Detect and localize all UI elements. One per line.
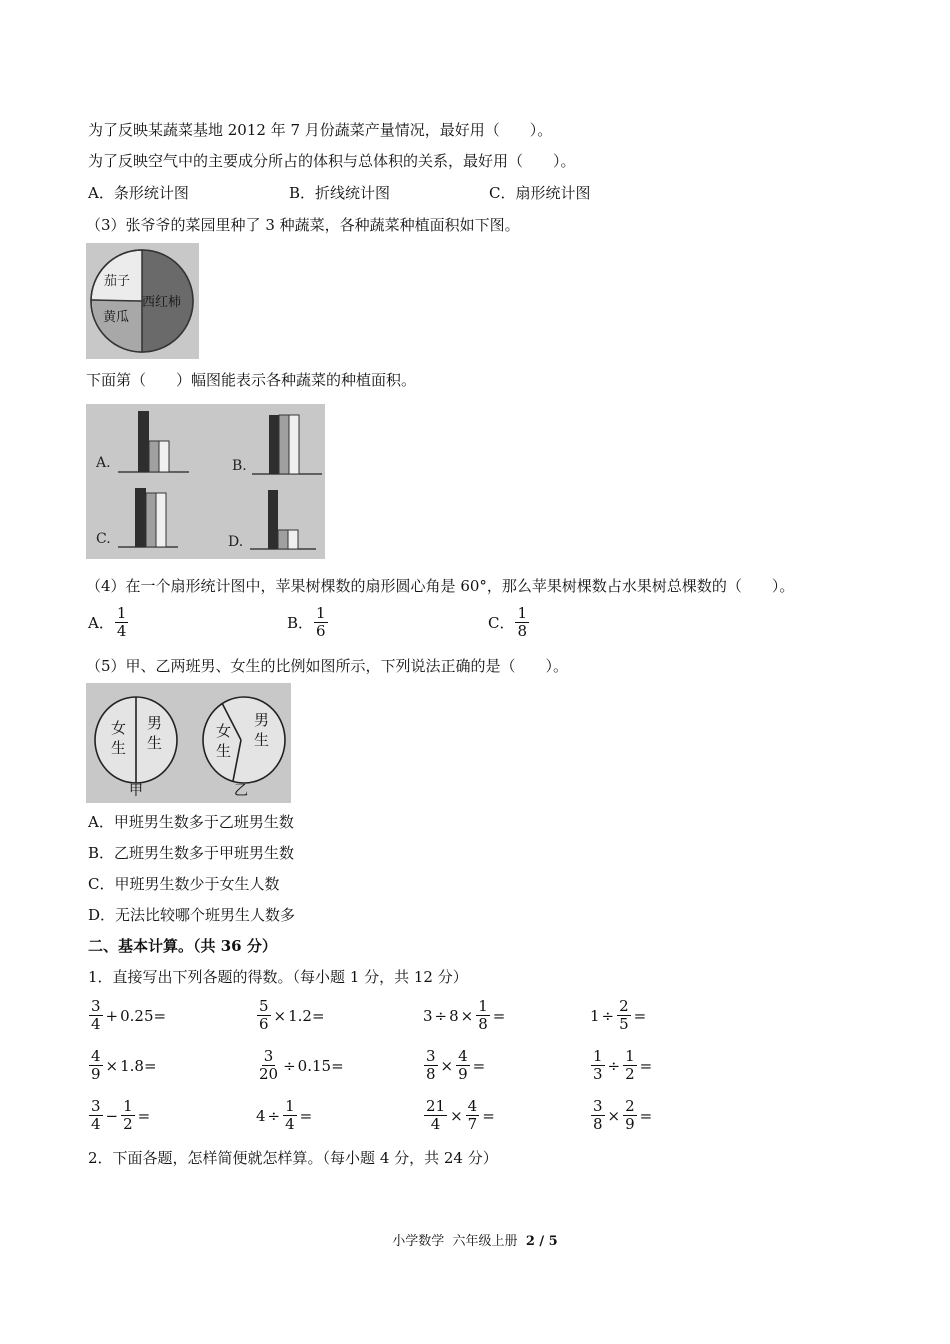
q2-option-b: B．折线统计图 bbox=[289, 184, 391, 202]
q2-option-c: C．扇形统计图 bbox=[489, 184, 591, 202]
fraction: $\frac{3}{4}$ bbox=[91, 997, 101, 1033]
calc-expr-5: $\frac{4}{9}$ × 1.8= bbox=[91, 1047, 157, 1083]
fraction: $\frac{4}{7}$ bbox=[467, 1097, 478, 1133]
yi-girl-char1: 女 bbox=[216, 722, 232, 740]
calc-expr-10: 4 ÷ $\frac{1}{4}$ = bbox=[256, 1097, 313, 1133]
q3-follow: 下面第（ ）幅图能表示各种蔬菜的种植面积。 bbox=[86, 371, 417, 389]
fraction: $\frac{3}{4}$ bbox=[91, 1097, 101, 1133]
fraction: $\frac{5}{6}$ bbox=[259, 997, 269, 1033]
fraction: $\frac{3}{8}$ bbox=[593, 1097, 603, 1133]
bar-option-d-label: D. bbox=[228, 534, 244, 550]
section2-q2: 2．下面各题，怎样简便就怎样算。（每小题 4 分，共 24 分） bbox=[88, 1149, 498, 1167]
fraction: $\frac{1}{3}$ bbox=[593, 1047, 603, 1083]
q2-line1: 为了反映某蔬菜基地 2012 年 7 月份蔬菜产量情况，最好用（ ）。 bbox=[88, 121, 553, 139]
section2-title: 二、基本计算。（共 36 分） bbox=[88, 937, 277, 955]
q4-option-b-letter: B． bbox=[287, 613, 314, 632]
yi-boy-char1: 男 bbox=[254, 711, 270, 729]
fraction: $\frac{1}{2}$ bbox=[625, 1047, 635, 1083]
fraction: $\frac{1}{4}$ bbox=[285, 1097, 295, 1133]
bar-option-c-label: C. bbox=[96, 531, 111, 547]
q4-option-c bbox=[488, 605, 530, 640]
fraction: $\frac{21}{4}$ bbox=[426, 1097, 446, 1133]
bar-option-b-label: B. bbox=[232, 458, 247, 474]
q5-option-a: A．甲班男生数多于乙班男生数 bbox=[88, 813, 294, 831]
jia-class-name: 甲 bbox=[129, 783, 143, 799]
fraction: $\frac{1}{4}$ bbox=[116, 604, 127, 640]
calc-expr-12: $\frac{3}{8}$ × $\frac{2}{9}$ = bbox=[593, 1097, 653, 1133]
yi-class-name: 乙 bbox=[234, 783, 248, 799]
calc-expr-7: $\frac{3}{8}$ × $\frac{4}{9}$ = bbox=[426, 1047, 486, 1083]
fraction: $\frac{4}{9}$ bbox=[458, 1047, 468, 1083]
calc-expr-4: 1 ÷ $\frac{2}{5}$ = bbox=[590, 997, 647, 1033]
fraction: $\frac{1}{8}$ bbox=[478, 997, 488, 1033]
fraction: $\frac{3}{8}$ bbox=[426, 1047, 436, 1083]
page-footer bbox=[0, 1230, 950, 1249]
fraction: $\frac{1}{6}$ bbox=[316, 604, 326, 640]
q3-stem: （3）张爷爷的菜园里种了 3 种蔬菜，各种蔬菜种植面积如下图。 bbox=[86, 216, 520, 234]
q4-option-a-letter: A． bbox=[88, 613, 114, 632]
yi-girl-char2: 生 bbox=[216, 742, 232, 760]
q5-option-d: D．无法比较哪个班男生人数多 bbox=[88, 906, 296, 924]
pie-label-eggplant: 茄子 bbox=[104, 274, 131, 289]
jia-boy-char2: 生 bbox=[147, 734, 163, 752]
fraction: $\frac{1}{8}$ bbox=[517, 604, 528, 640]
jia-girl-char2: 生 bbox=[111, 739, 127, 757]
q5-stem: （5）甲、乙两班男、女生的比例如图所示，下列说法正确的是（ ）。 bbox=[86, 657, 569, 675]
class-ratio-pies bbox=[86, 683, 291, 803]
page-number: 2 / 5 bbox=[525, 1234, 558, 1249]
fraction: $\frac{1}{2}$ bbox=[123, 1097, 133, 1133]
calc-expr-1: $\frac{3}{4}$ + 0.25= bbox=[91, 997, 167, 1033]
vegetable-pie-figure bbox=[86, 243, 199, 359]
q5-option-c: C．甲班男生数少于女生人数 bbox=[88, 875, 280, 893]
calc-expr-8: $\frac{1}{3}$ ÷ $\frac{1}{2}$ = bbox=[593, 1047, 653, 1083]
fraction: $\frac{3}{20}$ bbox=[259, 1047, 279, 1083]
calc-expr-3: 3 ÷ 8 × $\frac{1}{8}$ = bbox=[423, 997, 506, 1033]
bar-options-figure bbox=[86, 404, 325, 559]
vegetable-pie-chart bbox=[86, 243, 199, 359]
section2-q1: 1．直接写出下列各题的得数。（每小题 1 分，共 12 分） bbox=[88, 968, 468, 986]
footer-subject: 小学数学 六年级上册 bbox=[392, 1234, 526, 1249]
q4-option-c-letter: C． bbox=[488, 613, 515, 632]
bar-option-a-label: A. bbox=[96, 455, 111, 471]
yi-boy-char2: 生 bbox=[254, 731, 270, 749]
q2-option-a: A．条形统计图 bbox=[88, 184, 189, 202]
fraction: $\frac{2}{9}$ bbox=[625, 1097, 635, 1133]
class-ratio-figure bbox=[86, 683, 291, 803]
pie-label-tomato: 西红柿 bbox=[142, 295, 182, 310]
calc-expr-2: $\frac{5}{6}$ × 1.2= bbox=[259, 997, 325, 1033]
pie-label-cucumber: 黄瓜 bbox=[103, 310, 130, 325]
fraction: $\frac{4}{9}$ bbox=[91, 1047, 101, 1083]
q4-option-b bbox=[287, 605, 329, 640]
q4-option-a bbox=[88, 605, 129, 640]
q2-line2: 为了反映空气中的主要成分所占的体积与总体积的关系，最好用（ ）。 bbox=[88, 152, 576, 170]
calc-expr-9: $\frac{3}{4}$ − $\frac{1}{2}$ = bbox=[91, 1097, 151, 1133]
jia-girl-char1: 女 bbox=[111, 719, 127, 737]
bar-options-chart bbox=[86, 404, 325, 559]
q4-stem: （4）在一个扇形统计图中，苹果树棵数的扇形圆心角是 60°，那么苹果树棵数占水果树总棵数的（ ）。 bbox=[86, 577, 795, 595]
jia-boy-char1: 男 bbox=[147, 714, 163, 732]
calc-expr-6: $\frac{3}{20}$ ÷ 0.15= bbox=[259, 1047, 344, 1083]
fraction: $\frac{2}{5}$ bbox=[619, 997, 629, 1033]
calc-expr-11: $\frac{21}{4}$ × $\frac{4}{7}$ = bbox=[426, 1097, 495, 1133]
q5-option-b: B．乙班男生数多于甲班男生数 bbox=[88, 844, 295, 862]
